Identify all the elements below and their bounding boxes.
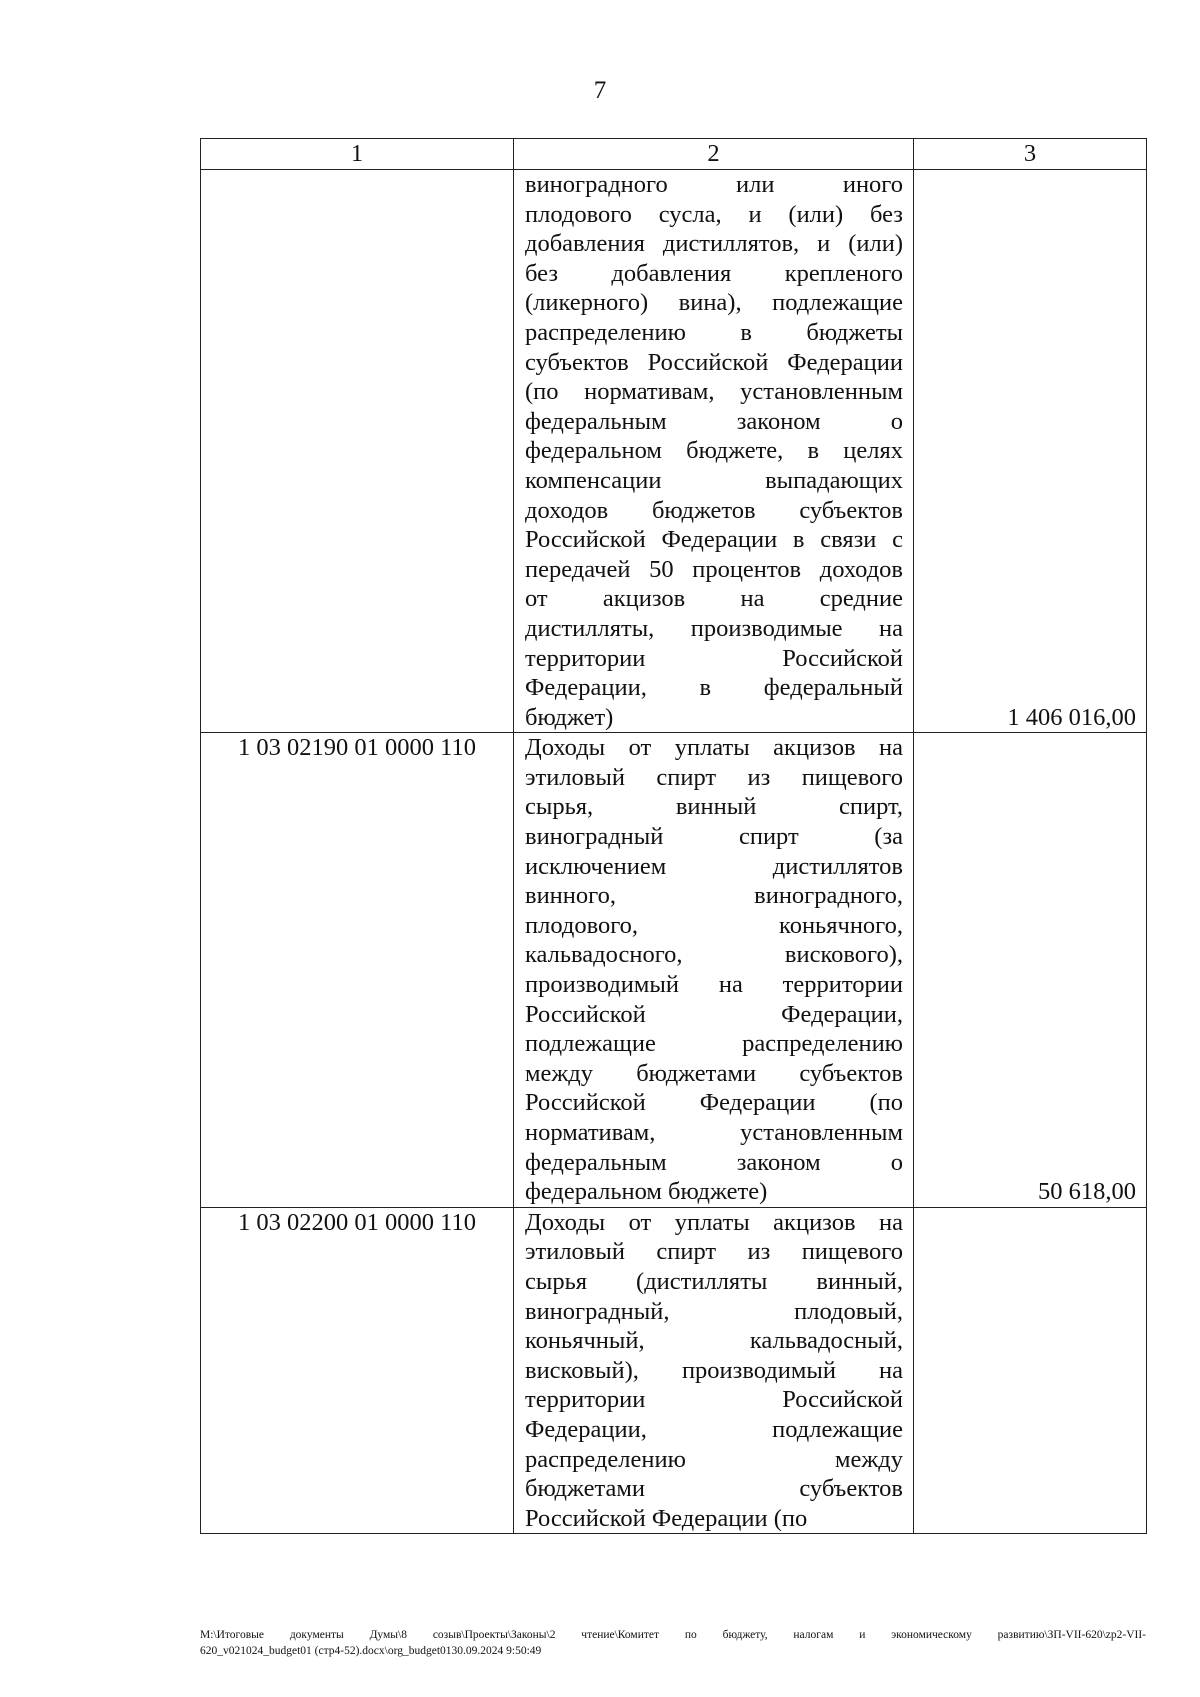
revenue-description — [514, 170, 914, 733]
revenue-amount: 1 406 016,00 — [914, 170, 1147, 733]
description-line: Доходы от уплаты акцизов на — [525, 734, 903, 762]
description-line: бюджетами субъектов — [525, 1475, 903, 1503]
description-line: Российской Федерации (по — [525, 1089, 903, 1117]
table-row — [201, 1207, 1147, 1534]
description-line: добавления дистиллятов, и (или) — [525, 230, 903, 258]
description-line: подлежащие распределению — [525, 1030, 903, 1058]
revenue-amount — [914, 1207, 1147, 1534]
description-line: кальвадосного, вискового), — [525, 941, 903, 969]
description-line: федеральном бюджете) — [525, 1178, 768, 1206]
table-row — [201, 733, 1147, 1208]
description-line: плодового сусла, и (или) без — [525, 200, 903, 228]
description-line: федеральным законом о — [525, 407, 903, 435]
description-line: производимый на территории — [525, 971, 903, 999]
description-line: Федерации, в федеральный — [525, 674, 903, 702]
column-header-2: 2 — [514, 139, 914, 170]
description-line: бюджет) — [525, 703, 614, 731]
description-line: сырья (дистилляты винный, — [525, 1267, 903, 1295]
budget-table — [200, 138, 1147, 1534]
description-line: (по нормативам, установленным — [525, 378, 903, 406]
description-line: между бюджетами субъектов — [525, 1059, 903, 1087]
revenue-code: 1 03 02200 01 0000 110 — [201, 1207, 514, 1534]
description-line: нормативам, установленным — [525, 1119, 903, 1146]
description-line: федеральным законом о — [525, 1148, 903, 1176]
description-line: сырья, винный спирт, — [525, 793, 903, 821]
description-line: (ликерного) вина), подлежащие — [525, 289, 903, 317]
description-line: Российской Федерации в связи с — [525, 526, 903, 554]
description-line: территории Российской — [525, 644, 903, 672]
description-line: доходов бюджетов субъектов — [525, 496, 903, 524]
description-line: передачей 50 процентов доходов — [525, 555, 903, 583]
revenue-description — [514, 1207, 914, 1534]
description-line: винного, виноградного, — [525, 882, 903, 910]
footer-path-line-2: 620_v021024_budget01 (стр4-52).docx\org_budget0130.09.2024 9:50:49 — [200, 1645, 542, 1657]
revenue-description — [514, 733, 914, 1208]
description-line: виноградный спирт (за — [525, 823, 903, 851]
revenue-amount: 50 618,00 — [914, 733, 1147, 1208]
description-line: федеральном бюджете, в целях — [525, 437, 903, 465]
table-row — [201, 170, 1147, 733]
description-line: коньячный, кальвадосный, — [525, 1327, 903, 1355]
description-line: распределению между — [525, 1445, 903, 1473]
description-line: Доходы от уплаты акцизов на — [525, 1208, 903, 1236]
column-header-3: 3 — [914, 139, 1147, 170]
revenue-code — [201, 170, 514, 733]
page-number: 7 — [593, 77, 607, 104]
description-line: территории Российской — [525, 1386, 903, 1414]
description-line: Федерации, подлежащие — [525, 1415, 903, 1443]
description-line: виноградный, плодовый, — [525, 1297, 903, 1325]
description-line: этиловый спирт из пищевого — [525, 1238, 903, 1266]
revenue-code: 1 03 02190 01 0000 110 — [201, 733, 514, 1208]
description-line: Российской Федерации, — [525, 1000, 903, 1028]
description-line: виноградного или иного — [525, 171, 903, 198]
description-line: плодового, коньячного, — [525, 911, 903, 939]
table-header-row — [201, 139, 1147, 170]
description-line: этиловый спирт из пищевого — [525, 763, 903, 791]
file-path-footer — [200, 1627, 1146, 1659]
description-line: без добавления крепленого — [525, 259, 903, 287]
footer-path-line-1: M:\Итоговые документы Думы\8 созыв\Проекты\Законы\2 чтение\Комитет по бюджету, налогам и экономическому развитию\ЗП-VII-620\zp2-VII- — [200, 1629, 1146, 1641]
description-line: Российской Федерации (по — [525, 1504, 808, 1532]
description-line: компенсации выпадающих — [525, 466, 903, 494]
description-line: от акцизов на средние — [525, 585, 903, 613]
description-line: дистилляты, производимые на — [525, 614, 903, 642]
description-line: субъектов Российской Федерации — [525, 348, 903, 376]
description-line: распределению в бюджеты — [525, 318, 903, 346]
description-line: висковый), производимый на — [525, 1356, 903, 1384]
column-header-1: 1 — [201, 139, 514, 170]
description-line: исключением дистиллятов — [525, 852, 903, 880]
